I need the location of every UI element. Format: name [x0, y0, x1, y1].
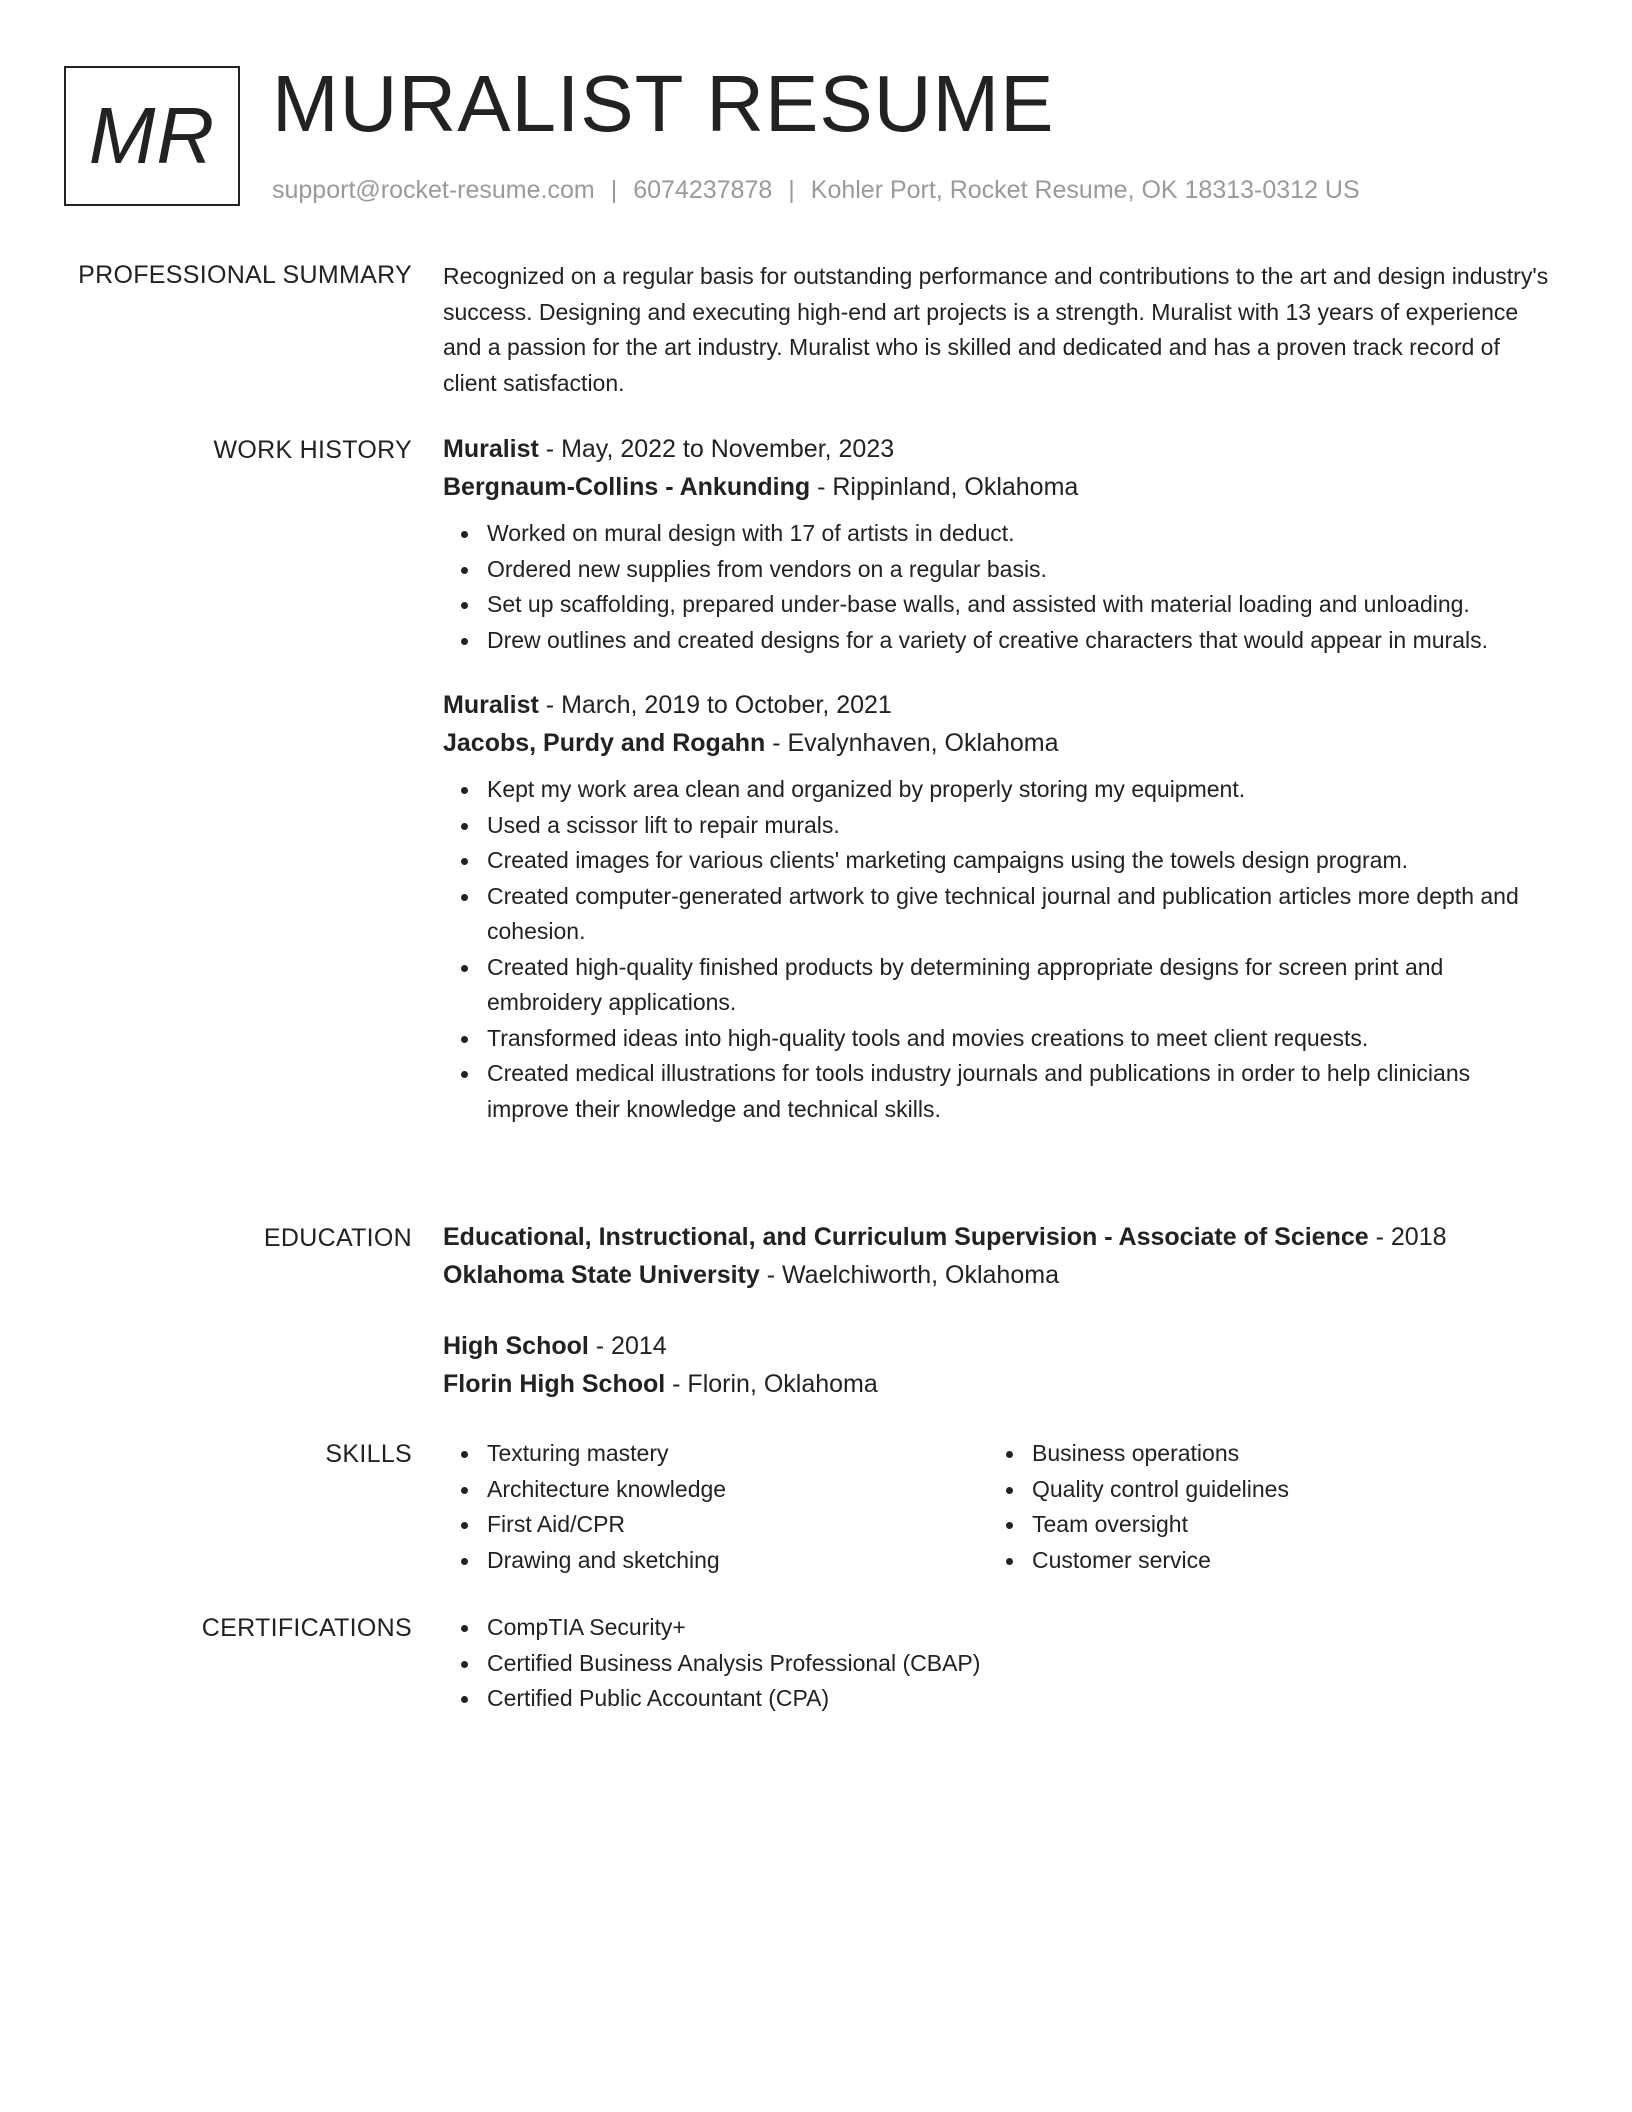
school: Oklahoma State University: [443, 1261, 760, 1289]
job-location: - Rippinland, Oklahoma: [810, 473, 1079, 501]
education-label: EDUCATION: [263, 1224, 412, 1252]
list-item: Drawing and sketching: [487, 1543, 988, 1579]
list-item: Team oversight: [1032, 1507, 1533, 1543]
degree: Educational, Instructional, and Curriculum Supervision - Associate of Science: [443, 1223, 1369, 1251]
skills-list: [988, 1436, 1533, 1578]
degree-line: [443, 1218, 1558, 1256]
job-company: Jacobs, Purdy and Rogahn: [443, 729, 766, 757]
list-item: Created medical illustrations for tools industry journals and publications in order to help clinicians improve their knowledge and technical skills.: [487, 1056, 1558, 1127]
list-item: Texturing mastery: [487, 1436, 988, 1472]
work-history-body: [443, 430, 1558, 1127]
education-entry: [443, 1218, 1558, 1294]
summary-label: PROFESSIONAL SUMMARY: [78, 261, 412, 289]
list-item: Created high-quality finished products by determining appropriate designs for screen print and embroidery applications.: [487, 950, 1558, 1021]
list-item: Created computer-generated artwork to give technical journal and publication articles more depth and cohesion.: [487, 879, 1558, 950]
work-history-label: WORK HISTORY: [213, 436, 412, 464]
job-bullets: [443, 772, 1558, 1127]
contact-separator: |: [788, 176, 795, 204]
list-item: Customer service: [1032, 1543, 1533, 1579]
list-item: Kept my work area clean and organized by properly storing my equipment.: [487, 772, 1558, 808]
job-location: - Evalynhaven, Oklahoma: [765, 729, 1059, 757]
job-entry: [443, 430, 1558, 658]
certifications-body: [443, 1610, 1558, 1717]
education-body: [443, 1218, 1558, 1403]
degree-year: - 2018: [1368, 1223, 1447, 1251]
skills-body: [443, 1436, 1558, 1578]
list-item: Worked on mural design with 17 of artists in deduct.: [487, 516, 1558, 552]
degree-year: - 2014: [588, 1332, 667, 1360]
contact-line: [272, 174, 1360, 206]
monogram-logo: MR: [64, 66, 240, 206]
school: Florin High School: [443, 1370, 666, 1398]
skills-column-left: [443, 1436, 988, 1578]
contact-separator: |: [610, 176, 618, 204]
degree-line: [443, 1327, 1558, 1365]
school-line: [443, 1365, 1558, 1403]
list-item: Business operations: [1032, 1436, 1533, 1472]
list-item: First Aid/CPR: [487, 1507, 988, 1543]
school-location: - Florin, Oklahoma: [665, 1370, 878, 1398]
skills-list: [443, 1436, 988, 1578]
school-location: - Waelchiworth, Oklahoma: [759, 1261, 1059, 1289]
list-item: Quality control guidelines: [1032, 1472, 1533, 1508]
job-title: Muralist: [443, 435, 539, 463]
job-title-line: [443, 686, 1558, 724]
job-bullets: [443, 516, 1558, 658]
resume-title: MURALIST RESUME: [272, 59, 1055, 148]
school-line: [443, 1256, 1558, 1294]
list-item: Created images for various clients' marketing campaigns using the towels design program.: [487, 843, 1558, 879]
summary-text: Recognized on a regular basis for outstanding performance and contributions to the art and design industry's success. Designing and executing high-end art projects is a strength. Muralist with 13 years of experience and a passion for the art industry. Muralist who is skilled and dedicated and has a proven track record of client satisfaction.: [443, 263, 1549, 396]
summary-body: [443, 259, 1558, 401]
list-item: Certified Business Analysis Professional (CBAP): [487, 1646, 1558, 1682]
list-item: Drew outlines and created designs for a variety of creative characters that would appear in murals.: [487, 623, 1558, 659]
list-item: Transformed ideas into high-quality tools and movies creations to meet client requests.: [487, 1021, 1558, 1057]
list-item: Set up scaffolding, prepared under-base walls, and assisted with material loading and unloading.: [487, 587, 1558, 623]
skills-column-right: [988, 1436, 1533, 1578]
job-dates: - May, 2022 to November, 2023: [538, 435, 895, 463]
list-item: Certified Public Accountant (CPA): [487, 1681, 1558, 1717]
job-entry: [443, 686, 1558, 1127]
education-entry: [443, 1327, 1558, 1403]
job-company-line: [443, 468, 1558, 506]
list-item: Used a scissor lift to repair murals.: [487, 808, 1558, 844]
contact-email[interactable]: support@rocket-resume.com: [272, 176, 595, 204]
job-title: Muralist: [443, 691, 539, 719]
skills-columns: [443, 1436, 1558, 1578]
contact-address: Kohler Port, Rocket Resume, OK 18313-0312 US: [810, 176, 1360, 204]
list-item: Architecture knowledge: [487, 1472, 988, 1508]
job-title-line: [443, 430, 1558, 468]
degree: High School: [443, 1332, 589, 1360]
contact-phone[interactable]: 6074237878: [633, 176, 773, 204]
certifications-list: [443, 1610, 1558, 1717]
job-company-line: [443, 724, 1558, 762]
job-company: Bergnaum-Collins - Ankunding: [443, 473, 811, 501]
job-dates: - March, 2019 to October, 2021: [538, 691, 892, 719]
skills-label: SKILLS: [325, 1440, 412, 1468]
list-item: Ordered new supplies from vendors on a regular basis.: [487, 552, 1558, 588]
certifications-label: CERTIFICATIONS: [201, 1614, 412, 1642]
list-item: CompTIA Security+: [487, 1610, 1558, 1646]
